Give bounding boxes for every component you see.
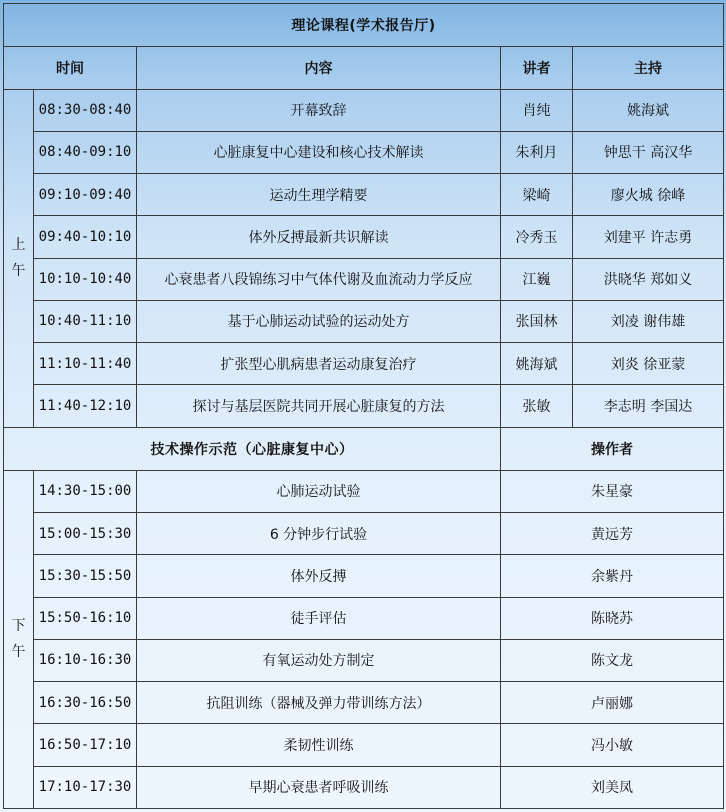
content-cell: 心脏康复中心建设和核心技术解读 xyxy=(137,131,501,173)
content-cell: 开幕致辞 xyxy=(137,89,501,131)
content-cell: 基于心肺运动试验的运动处方 xyxy=(137,300,501,342)
content-cell: 柔韧性训练 xyxy=(137,724,501,766)
content-cell: 有氧运动处方制定 xyxy=(137,639,501,681)
operator-cell: 刘美凤 xyxy=(501,766,724,808)
header-speaker: 讲者 xyxy=(501,47,573,89)
content-cell: 运动生理学精要 xyxy=(137,174,501,216)
content-cell: 探讨与基层医院共同开展心脏康复的方法 xyxy=(137,385,501,427)
speaker-cell: 梁崎 xyxy=(501,174,573,216)
period-char: 上 xyxy=(11,237,26,254)
content-cell: 心衰患者八段锦练习中气体代谢及血流动力学反应 xyxy=(137,258,501,300)
content-cell: 扩张型心肌病患者运动康复治疗 xyxy=(137,343,501,385)
content-cell: 抗阻训练（器械及弹力带训练方法） xyxy=(137,682,501,724)
morning-row xyxy=(4,89,724,131)
time-cell: 08:30-08:40 xyxy=(34,89,137,131)
speaker-cell: 姚海斌 xyxy=(501,343,573,385)
speaker-cell: 肖纯 xyxy=(501,89,573,131)
time-cell: 09:40-10:10 xyxy=(34,216,137,258)
operator-cell: 朱星豪 xyxy=(501,470,724,512)
time-cell: 10:10-10:40 xyxy=(34,258,137,300)
content-cell: 体外反搏最新共识解读 xyxy=(137,216,501,258)
host-cell: 刘凌 谢伟雄 xyxy=(573,300,724,342)
content-cell: 早期心衰患者呼吸训练 xyxy=(137,766,501,808)
morning-row xyxy=(4,174,724,216)
operator-cell: 陈文龙 xyxy=(501,639,724,681)
host-cell: 洪晓华 郑如义 xyxy=(573,258,724,300)
afternoon-row xyxy=(4,682,724,724)
content-cell: 徒手评估 xyxy=(137,597,501,639)
time-cell: 11:40-12:10 xyxy=(34,385,137,427)
afternoon-row xyxy=(4,724,724,766)
period-char: 午 xyxy=(11,263,26,280)
morning-period-label xyxy=(4,89,34,427)
time-cell: 08:40-09:10 xyxy=(34,131,137,173)
content-cell: 体外反搏 xyxy=(137,555,501,597)
header-content: 内容 xyxy=(137,47,501,89)
afternoon-period-label xyxy=(4,470,34,808)
speaker-cell: 江巍 xyxy=(501,258,573,300)
speaker-cell: 张敏 xyxy=(501,385,573,427)
morning-row xyxy=(4,216,724,258)
speaker-cell: 冷秀玉 xyxy=(501,216,573,258)
operator-cell: 冯小敏 xyxy=(501,724,724,766)
host-cell: 廖火城 徐峰 xyxy=(573,174,724,216)
morning-section-title: 理论课程(学术报告厅) xyxy=(4,4,724,47)
host-cell: 李志明 李国达 xyxy=(573,385,724,427)
content-cell: 6 分钟步行试验 xyxy=(137,513,501,555)
host-cell: 刘建平 许志勇 xyxy=(573,216,724,258)
time-cell: 15:30-15:50 xyxy=(34,555,137,597)
morning-row xyxy=(4,300,724,342)
time-cell: 11:10-11:40 xyxy=(34,343,137,385)
schedule-table xyxy=(3,3,724,809)
afternoon-row xyxy=(4,513,724,555)
afternoon-header-row xyxy=(4,427,724,470)
operator-cell: 陈晓苏 xyxy=(501,597,724,639)
content-cell: 心肺运动试验 xyxy=(137,470,501,512)
header-host: 主持 xyxy=(573,47,724,89)
afternoon-row xyxy=(4,766,724,808)
speaker-cell: 朱利月 xyxy=(501,131,573,173)
morning-row xyxy=(4,385,724,427)
morning-row xyxy=(4,131,724,173)
time-cell: 15:50-16:10 xyxy=(34,597,137,639)
host-cell: 姚海斌 xyxy=(573,89,724,131)
host-cell: 刘炎 徐亚蒙 xyxy=(573,343,724,385)
header-time: 时间 xyxy=(4,47,137,89)
afternoon-row xyxy=(4,555,724,597)
time-cell: 16:10-16:30 xyxy=(34,639,137,681)
morning-header-row xyxy=(4,47,724,89)
time-cell: 09:10-09:40 xyxy=(34,174,137,216)
period-char: 午 xyxy=(11,644,26,661)
time-cell: 17:10-17:30 xyxy=(34,766,137,808)
time-cell: 15:00-15:30 xyxy=(34,513,137,555)
afternoon-row xyxy=(4,470,724,512)
operator-cell: 卢丽娜 xyxy=(501,682,724,724)
operator-cell: 黄远芳 xyxy=(501,513,724,555)
header-operator: 操作者 xyxy=(501,427,724,470)
host-cell: 钟思干 高汉华 xyxy=(573,131,724,173)
morning-title-row xyxy=(4,4,724,47)
afternoon-row xyxy=(4,639,724,681)
morning-row xyxy=(4,258,724,300)
time-cell: 16:30-16:50 xyxy=(34,682,137,724)
operator-cell: 余紫丹 xyxy=(501,555,724,597)
period-char: 下 xyxy=(11,618,26,635)
time-cell: 16:50-17:10 xyxy=(34,724,137,766)
morning-row xyxy=(4,343,724,385)
speaker-cell: 张国林 xyxy=(501,300,573,342)
time-cell: 14:30-15:00 xyxy=(34,470,137,512)
afternoon-section-title: 技术操作示范（心脏康复中心） xyxy=(4,427,501,470)
afternoon-row xyxy=(4,597,724,639)
time-cell: 10:40-11:10 xyxy=(34,300,137,342)
